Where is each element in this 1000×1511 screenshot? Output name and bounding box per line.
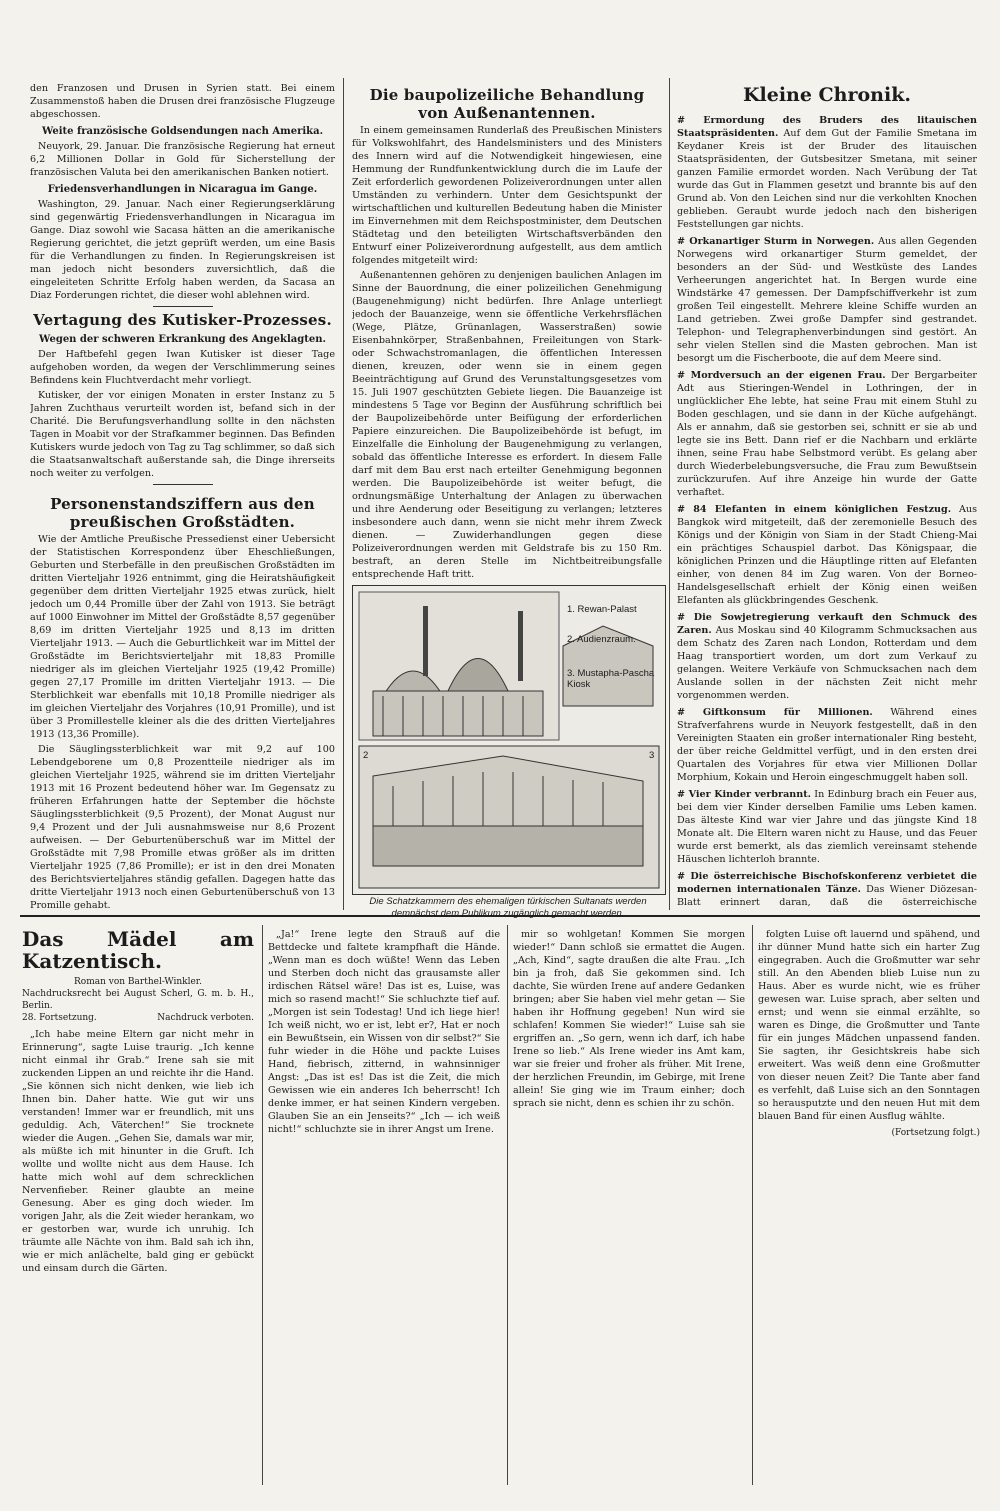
- chronik-item: # Orkanartiger Sturm in Norwegen. Aus allen Gegenden Norwegens wird orkanartiger Sturm gemeldet, der besonders an der Süd- und Westküste des Landes Verheerungen angerichtet hat. In Bergen wurde eine Windstärke 47 gemessen. Der Dampfschiffverkehr ist zum großen Teil eingestellt. Mehrere kleine Schiffe wurden an Land getrieben. Zwei große Dampfer sind gestrandet. Telephon- und Telegraphenverbindungen sind gestört. An sehr vielen Stellen sind die Masten gebrochen. Man ist besorgt um die Fischerboote, die auf dem Meere sind.: [677, 236, 977, 364]
- nicaragua-headline: Friedensverhandlungen in Nicaragua im Gange.: [47, 184, 318, 195]
- continued-notice: (Fortsetzung folgt.): [891, 1128, 980, 1138]
- serial-title: Das Mädel am Katzentisch.: [22, 928, 254, 973]
- antennen-headline: Die baupolizeiliche Behandlung von Außenantennen.: [369, 86, 645, 122]
- personenstand-headline: Personenstandsziffern aus den preußischen Großstädten.: [50, 495, 315, 531]
- kutisker-p1: Der Haftbefehl gegen Iwan Kutisker ist dieser Tage aufgehoben worden, da wegen der Verschlimmerung seines Befindens kein Fluchtverdacht mehr vorliegt.: [30, 349, 335, 386]
- column-2: [352, 82, 662, 582]
- serial-column-4: [758, 928, 980, 1483]
- installment-label: 28. Fortsetzung.: [22, 1013, 97, 1023]
- kutisker-subheadline: Wegen der schweren Erkrankung des Angeklagten.: [39, 334, 326, 345]
- chronik-item: # Vier Kinder verbrannt. In Edinburg brach ein Feuer aus, bei dem vier Kinder derselben Familie ums Leben kamen. Das älteste Kind war vier Jahre und das jüngste Kind 18 Monate alt. Die Eltern waren nicht zu Hause, und das Feuer wurde erst bemerkt, als das ziemlich vereinsamt stehende Häuschen lichterloh brannte.: [677, 789, 977, 865]
- antennen-p2: Außenantennen gehören zu denjenigen baulichen Anlagen im Sinne der Bauordnung, die einer polizeilichen Genehmigung (Baugenehmigung) nicht bedürfen. Ihre Anlage unterliegt jedoch der Bauanzeige, wenn sie öffentliche Verkehrsflächen (Wege, Plätze, Grünanlagen, Wasserstraßen) sowie Eisenbahnkörper, Straßenbahnen, Freileitungen von Stark- oder Schwachstromanlagen, die öffentlichen Interessen dienen, kreuzen, oder wenn sie in einem gegen Beeinträchtigung auf Grund des Verunstaltungsgesetzes vom 15. Juli 1907 geschützten Gebiete liegen. Die Bauanzeige ist mindestens 5 Tage vor Beginn der Ausführung schriftlich bei der Baupolizeibehörde unter Beifügung der erforderlichen Papiere einzureichen. Die Baupolizeibehörde ist befugt, im Einzelfalle die Einholung der Baugenehmigung zu verlangen, sobald das öffentliche Interesse es erfordert. In diesem Falle darf mit dem Bau erst nach erteilter Genehmigung begonnen werden. Die Baupolizeibehörde ist weiter befugt, die ordnungsmäßige Unterhaltung der Anlagen zu überwachen und ihre Aenderung oder Beseitigung zu verlangen; letzteres insbesondere auch dann, wenn sie nicht mehr ihrem Zweck dienen. — Zuwiderhandlungen gegen diese Polizeiverordnungen werden mit Geldstrafe bis zu 150 Rm. bestraft, an deren Stelle im Nichtbeitreibungsfalle entsprechende Haft tritt.: [352, 270, 662, 580]
- personenstand-p1: Wie der Amtliche Preußische Pressedienst einer Uebersicht der Statistischen Korrespondenz über Eheschließungen, Geburten und Sterbefälle in den preußischen Großstädten im dritten Vierteljahr 1926 entnimmt, ging die Heiratshäufigkeit gegenüber dem dritten Vierteljahr 1925 etwas zurück, hielt jedoch um 0,44 Promille über der Zahl von 1913. Sie beträgt auf 1000 Einwohner im Mittel der Großstädte 8,57 gegenüber 8,69 im dritten Vierteljahr 1925 und 8,13 im dritten Vierteljahr 1913. — Auch die Geburtlichkeit war im Mittel der Großstädte im Berichtsvierteljahr mit 18,83 Promille niedriger als im gleichen Vierteljahr 1925 (19,42 Promille) gegen 27,17 Promille im dritten Vierteljahr 1913. — Die Sterblichkeit war ebenfalls mit 10,18 Promille niedriger als im gleichen Vierteljahr des Vorjahres (10,91 Promille), und ist über 3 Promillestelle kleiner als die des dritten Vierteljahres 1913 (13,36 Promille).: [30, 534, 335, 740]
- syria-text: den Franzosen und Drusen in Syrien statt. Bei einem Zusammenstoß haben die Drusen drei französische Flugzeuge abgeschossen.: [30, 83, 335, 120]
- label-rewan-palast: 1. Rewan-Palast: [567, 604, 637, 615]
- serial-text-3: mir so wohlgetan! Kommen Sie morgen wieder!“ Dann schloß sie ermattet die Augen. „Ach, Kind“, sagte draußen die alte Frau. „Ich bin ja froh, daß Sie gekommen sind. Ich dachte, Sie würden Irene auf andere Gedanken bringen; aber Sie haben viel mehr getan — Sie haben ihr Hoffnung gegeben! Nun wird sie schlafen! Kommen Sie wieder!“ Luise sah sie ergriffen an. „So gern, wenn ich darf, ich habe Irene so lieb.“ Als Irene wieder ins Amt kam, war sie freier und froher als früher. Mit Irene, der herzlichen Freundin, im Gebirge, mit Irene allein! Sie ging wie im Traum einher; doch sprach sie nicht, denn es schien ihr zu schön.: [513, 929, 745, 1109]
- serial-rule-2: [507, 925, 508, 1485]
- serial-text-4: folgten Luise oft lauernd und spähend, und ihr dünner Mund hatte sich ein harter Zug eingegraben. Auch die Großmutter war sehr still. An den Abenden blieb Luise nun zu Haus. Aber es wurde nicht, wie es früher gewesen war. Luise sprach, aber selten und ernst; und wenn sie einmal erzählte, so waren es Dinge, die Großmutter und Tante für ein junges Mädchen unpassend fanden. Sie sagten, ihr Gesichtskreis habe sich erweitert. Was weiß denn eine Großmutter von dieser neuen Zeit? Die Tante aber fand es verfehlt, daß Luise sich an den Sonntagen so herausputzte und den neuen Hut mit dem blauen Band für einen Ausflug wählte.: [758, 929, 980, 1122]
- figure-caption: Die Schatzkammern des ehemaligen türkischen Sultanats werden demnächst dem Publikum zugänglich gemacht werden.: [369, 896, 647, 919]
- serial-installment: [22, 1012, 254, 1024]
- column-rule-2: [669, 78, 670, 910]
- chronik-item: # Ermordung des Bruders des litauischen Staatspräsidenten. Auf dem Gut der Familie Smetana im Keydaner Kreis ist der Bruder des litauischen Staatspräsidenten, der Gutsbesitzer Smetana, mit seiner ganzen Familie ermordet worden. Nach Verübung der Tat wurde das Gut in Flammen gesetzt und brannte bis auf den Grund ab. Von den Leichen sind nur die verkohlten Knochen geblieben. Geraubt wurde jedoch nach den bisherigen Feststellungen gar nichts.: [677, 115, 977, 230]
- serial-text-1: „Ich habe meine Eltern gar nicht mehr in Erinnerung“, sagte Luise traurig. „Ich kenne nicht einmal ihr Grab.“ Irene sah sie mit zuckenden Lippen an und reichte ihr die Hand. „Sie können sich nicht denken, wie lieb ich Ihnen bin. Daher hatte. Wie gut wir uns verstanden! Immer war er freundlich, mit uns geduldig. Ach, Väterchen!“ Sie trocknete wieder die Augen. „Gehen Sie, damals war mir, als müßte ich mit hinunter in die Gruft. Ich wollte und wollte nicht aus dem Hause. Ich hatte mich wohl auf dem schrecklichen Nervenfieber. Reiner glaubte an meine Genesung. Aber es ging doch wieder. Im vorigen Jahr, als die Zeit wieder herankam, wo er gestorben war, wurde ich unruhig. Ich träumte alle Nächte von ihm. Bald sah ich ihn, wie er mich anlächelte, bald ging er gebückt und einsam durch die Gärten.: [22, 1029, 254, 1274]
- personenstand-p2: Die Säuglingssterblichkeit war mit 9,2 auf 100 Lebendgeborene um 0,8 Prozentteile niedriger als im gleichen Vierteljahr 1925, während sie im dritten Vierteljahr 1913 mit 16 Prozent bedeutend höher war. Im Gegensatz zu früheren Erfahrungen hatte der September die höchste Säuglingssterblichkeit (9,5 Prozent), der Monat August nur 9,4 Prozent und der Juli ausnahmsweise nur 8,6 Prozent aufweisen. — Der Geburtenüberschuß war im Mittel der Großstädte mit 7,98 Promille etwas größer als im dritten Vierteljahr 1925 (7,86 Promille); er ist in den drei Monaten des Berichtsvierteljahres ständig gefallen. Dagegen hatte das dritte Vierteljahr 1913 noch einen Geburtenüberschuß von 13 Promille gehabt.: [30, 744, 335, 910]
- sultanate-illustration: [352, 585, 666, 895]
- serial-column-2: [268, 928, 500, 1483]
- panel-number-3: 3: [649, 750, 655, 761]
- serial-text-2: „Ja!“ Irene legte den Strauß auf die Bettdecke und faltete krampfhaft die Hände. „Wenn man es doch wüßte! Wenn das Leben und Sterben doch nicht das grausamste aller irdischen Rätsel wäre! Das ist es, Luise, was mich so rasend macht!“ Sie schluchzte tief auf. „Morgen ist sein Todestag! Und ich liege hier! Ich weiß nicht, wo er ist, lebt er?, Hat er noch ein Bewußtsein, ein Wissen von dir selbst?“ Sie fuhr wieder in die Höhe und packte Luises Hand, fiebrisch, zitternd, in wahnsinniger Angst: „Das ist es! Das ist die Zeit, die mich Gewissen wie ein anderes Ich beherrscht! Ich denke immer, er hat seinen Kindern vergeben. Glauben Sie an ein Jenseits?“ „Ich — ich weiß nicht!“ schluchzte sie in ihrer Angst um Irene.: [268, 929, 500, 1135]
- kutisker-p2: Kutisker, der vor einigen Monaten in erster Instanz zu 5 Jahren Zuchthaus verurteilt worden ist, befand sich in der Charité. Die Berufungsverhandlung sollte in den nächsten Tagen in Moabit vor der Strafkammer beginnen. Das Befinden Kutiskers wurde jedoch von Tag zu Tag schlimmer, so daß sich die Staatsanwaltschaft außerstande sah, die Dinge ihrerseits noch weiter zu verfolgen.: [30, 390, 335, 479]
- serial-author: Roman von Barthel-Winkler.: [74, 977, 202, 987]
- chronik-item: # Die österreichische Bischofskonferenz verbietet die modernen internationalen Tänze. Das Wiener Diözesan-Blatt erinnert daran, daß die österreichische: [677, 871, 977, 908]
- label-audienzraum: 2. Audienzraum.: [567, 634, 636, 645]
- serial-column-1: [22, 928, 254, 1483]
- separator: [153, 306, 213, 307]
- label-mustapha-pascha-kiosk: 3. Mustapha-Pascha Kiosk: [567, 668, 655, 690]
- panel-number-2: 2: [363, 750, 369, 761]
- nicaragua-text: Washington, 29. Januar. Nach einer Regierungserklärung sind gegenwärtig Friedensverhandlungen in Nicaragua im Gange. Diaz sowohl wie Sacasa hätten an die amerikanische Regierung gerichtet, die jetzt geprüft werden, um eine Basis für die Verhandlungen zu finden. In Regierungskreisen ist man jedoch nicht besonders zuversichtlich, daß die eingeleiteten Schritte Erfolg haben werden, da Sacasa an Diaz Forderungen richtet, die dieser wohl ablehnen wird.: [30, 199, 335, 301]
- column-3: [677, 82, 977, 910]
- serial-column-3: [513, 928, 745, 1483]
- reprint-notice: Nachdruck verboten.: [157, 1013, 254, 1023]
- chronik-item: # Giftkonsum für Millionen. Während eines Strafverfahrens wurde in Neuyork festgestellt, daß in den Vereinigten Staaten ein großer internationaler Ring besteht, der über reiche Geldmittel verfügt, und in den ersten drei Quartalen des Vorjahres für etwa vier Millionen Dollar Morphium, Kokain und Heroin eingeschmuggelt haben soll.: [677, 707, 977, 783]
- separator: [153, 484, 213, 485]
- chronik-item: # Mordversuch an der eigenen Frau. Der Bergarbeiter Adt aus Stieringen-Wendel in Lothringen, der in unglücklicher Ehe lebte, hat seine Frau mit einem Stuhl zu Boden geschlagen, und sie dann in der Küche aufgehängt. Als er annahm, daß sie gestorben sei, schnitt er sie ab und legte sie ins Bett. Dann rief er die Nachbarn und erklärte ihnen, seine Frau habe Selbstmord verübt. Es gelang aber durch Wiederbelebungsversuche, die Frau zum Bewußtsein zurückzurufen. Auf ihre Anzeige hin wurde der Gatte verhaftet.: [677, 370, 977, 498]
- kutisker-headline: Vertagung des Kutisker-Prozesses.: [33, 311, 332, 329]
- column-1: [30, 82, 335, 910]
- gold-headline: Weite französische Goldsendungen nach Amerika.: [41, 126, 324, 137]
- gold-text: Neuyork, 29. Januar. Die französische Regierung hat erneut 6,2 Millionen Dollar in Gold für Sicherstellung der französischen Valuta bei den amerikanischen Banken notiert.: [30, 141, 335, 178]
- serial-rule-1: [262, 925, 263, 1485]
- serial-rule-3: [752, 925, 753, 1485]
- antennen-p1: In einem gemeinsamen Runderlaß des Preußischen Ministers für Volkswohlfahrt, des Handelsministers und des Ministers des Innern wird auf die Notwendigkeit hingewiesen, eine Hemmung der Rundfunkentwicklung durch die im Laufe der Zeit erforderlich gewordenen Polizeiverordnungen unter allen Umständen zu verhindern. Unter dem Gesichtspunkt der wirtschaftlichen und kulturellen Bedeutung haben die Minister im Einvernehmen mit dem Reichspostminister, dem Deutschen Städtetag und den beteiligten Wirtschaftsverbänden den Entwurf einer Polizeiverordnung aufgestellt, aus dem amtlich folgendes mitgeteilt wird:: [352, 125, 662, 266]
- kleine-chronik-headline: Kleine Chronik.: [743, 84, 911, 106]
- chronik-item: # Die Sowjetregierung verkauft den Schmuck des Zaren. Aus Moskau sind 40 Kilogramm Schmucksachen aus dem Schatz des Zaren nach London, Rotterdam und dem Haag transportiert worden, um dort zum Verkauf zu gelangen. Weitere Verkäufe von Schmucksachen nach dem Auslande sollen in der nächsten Zeit nicht mehr vorgenommen werden.: [677, 612, 977, 701]
- column-rule-1: [343, 78, 344, 910]
- chronik-item: # 84 Elefanten in einem königlichen Festzug. Aus Bangkok wird mitgeteilt, daß der zeremonielle Besuch des Königs und der Königin von Siam in der Stadt Chieng-Mai ein prächtiges Schauspiel darbot. Das Königspaar, die königlichen Prinzen und die Häuptlinge ritten auf Elefanten einher, von denen 84 im Zug waren. Von der Borneo-Handelsgesellschaft erhielt der König einen weißen Elefanten als glückbringendes Geschenk.: [677, 504, 977, 606]
- palace-drawing: [353, 586, 665, 894]
- serial-rights: Nachdrucksrecht bei August Scherl, G. m. b. H., Berlin.: [22, 989, 254, 1011]
